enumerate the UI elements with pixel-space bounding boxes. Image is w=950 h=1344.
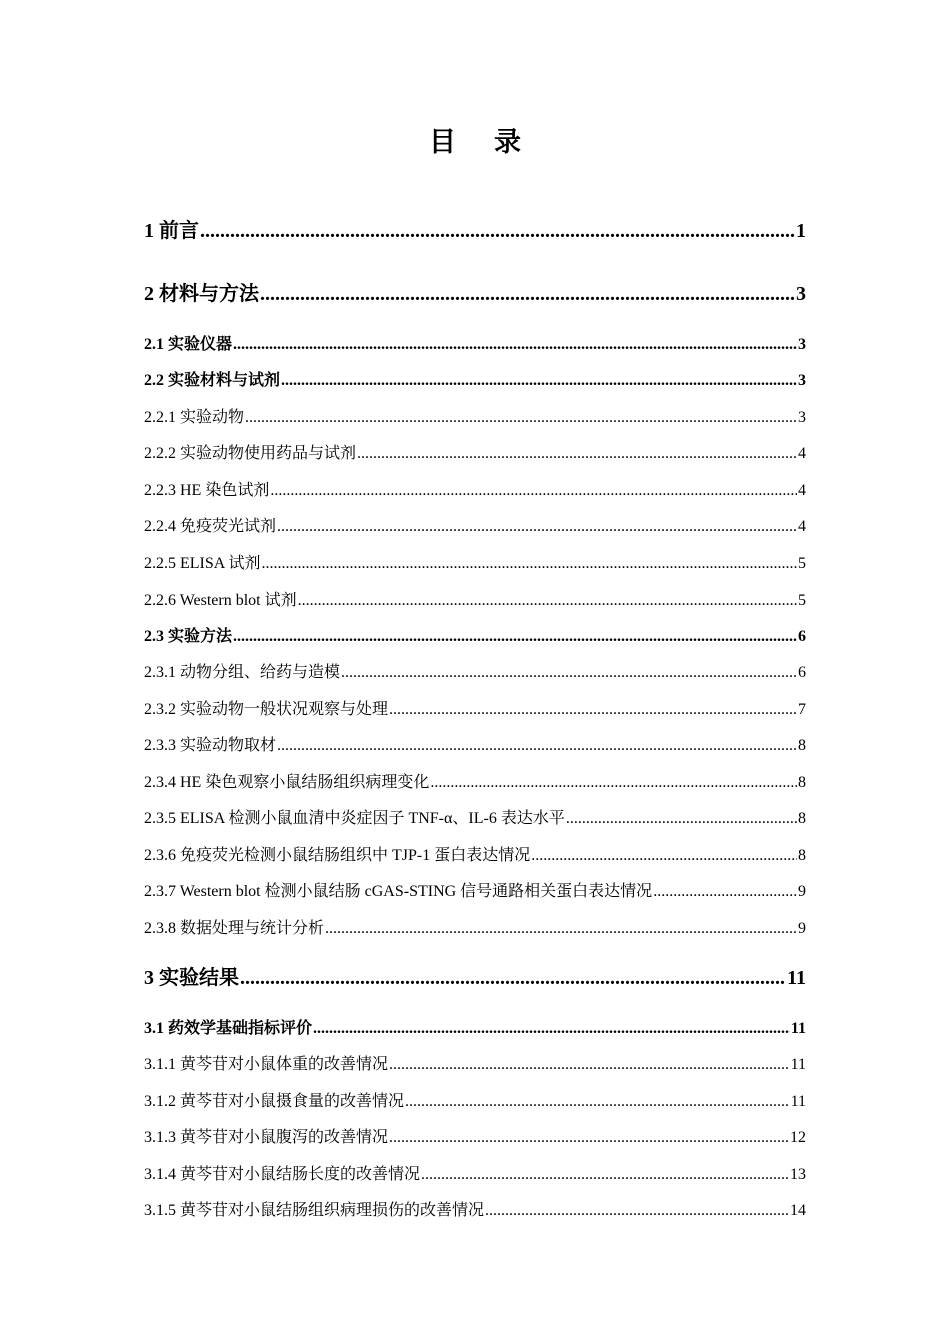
toc-entry-page: 7 bbox=[798, 701, 806, 718]
toc-entry-2-3-2[interactable] bbox=[144, 699, 806, 721]
toc-dot-leader bbox=[261, 553, 797, 575]
toc-entry-label: 2 材料与方法 bbox=[144, 283, 259, 305]
toc-entry-label: 3.1.4 黄芩苷对小鼠结肠长度的改善情况 bbox=[144, 1166, 421, 1183]
toc-entry-label: 2.2 实验材料与试剂 bbox=[144, 372, 281, 389]
toc-entry-page: 8 bbox=[798, 810, 806, 827]
toc-dot-leader bbox=[233, 626, 797, 648]
toc-entry-page: 11 bbox=[790, 1020, 806, 1037]
toc-entry-3-1-5[interactable] bbox=[144, 1200, 806, 1222]
toc-entry-page: 1 bbox=[796, 220, 806, 242]
toc-entry-label: 2.2.2 实验动物使用药品与试剂 bbox=[144, 445, 357, 462]
toc-entry-label: 2.3.6 免疫荧光检测小鼠结肠组织中 TJP-1 蛋白表达情况 bbox=[144, 847, 531, 864]
toc-entry-2-2-4[interactable] bbox=[144, 516, 806, 538]
toc-entry-2-2-3[interactable] bbox=[144, 480, 806, 502]
toc-entry-page: 12 bbox=[790, 1129, 806, 1146]
toc-dot-leader bbox=[245, 407, 797, 429]
toc-dot-leader bbox=[200, 218, 795, 244]
toc-dot-leader bbox=[298, 590, 797, 612]
toc-entry-label: 2.2.6 Western blot 试剂 bbox=[144, 592, 297, 609]
toc-entry-label: 2.3.5 ELISA 检测小鼠血清中炎症因子 TNF-α、IL-6 表达水平 bbox=[144, 810, 565, 827]
toc-entry-label: 3.1.5 黄芩苷对小鼠结肠组织病理损伤的改善情况 bbox=[144, 1202, 485, 1219]
toc-dot-leader bbox=[341, 662, 797, 684]
toc-entry-2-3-7[interactable] bbox=[144, 881, 806, 903]
toc-entry-2-2-5[interactable] bbox=[144, 553, 806, 575]
toc-entry-2-3-8[interactable] bbox=[144, 918, 806, 940]
toc-dot-leader bbox=[277, 735, 797, 757]
toc-entry-2-3-5[interactable] bbox=[144, 808, 806, 830]
toc-entry-2-3[interactable] bbox=[144, 626, 806, 648]
toc-dot-leader bbox=[270, 480, 797, 502]
toc-dot-leader bbox=[389, 1054, 790, 1076]
toc-dot-leader bbox=[430, 772, 797, 794]
toc-entry-label: 2.2.4 免疫荧光试剂 bbox=[144, 518, 277, 535]
toc-entry-label: 2.3.8 数据处理与统计分析 bbox=[144, 920, 325, 937]
toc-entry-2-1[interactable] bbox=[144, 334, 806, 356]
toc-entry-page: 9 bbox=[798, 883, 806, 900]
toc-dot-leader bbox=[260, 281, 795, 307]
toc-entry-label: 2.3.4 HE 染色观察小鼠结肠组织病理变化 bbox=[144, 774, 430, 791]
toc-entry-1[interactable] bbox=[144, 218, 806, 244]
toc-entry-page: 9 bbox=[798, 920, 806, 937]
toc-dot-leader bbox=[485, 1200, 789, 1222]
toc-entry-page: 4 bbox=[798, 518, 806, 535]
toc-entry-page: 4 bbox=[798, 445, 806, 462]
toc-entry-2-2-2[interactable] bbox=[144, 443, 806, 465]
toc-entry-2-2[interactable] bbox=[144, 370, 806, 392]
page-title: 目录 bbox=[429, 127, 559, 157]
toc-dot-leader bbox=[421, 1164, 789, 1186]
toc-dot-leader bbox=[233, 334, 797, 356]
toc-entry-label: 1 前言 bbox=[144, 220, 199, 242]
toc-entry-label: 2.2.5 ELISA 试剂 bbox=[144, 555, 261, 572]
toc-dot-leader bbox=[405, 1091, 790, 1113]
toc-entry-page: 11 bbox=[790, 1056, 806, 1073]
toc-entry-page: 3 bbox=[798, 409, 806, 426]
toc-dot-leader bbox=[566, 808, 797, 830]
toc-entry-2[interactable] bbox=[144, 281, 806, 307]
toc-entry-label: 2.3.7 Western blot 检测小鼠结肠 cGAS-STING 信号通路相关蛋白表达情况 bbox=[144, 883, 653, 900]
toc-entry-label: 2.2.3 HE 染色试剂 bbox=[144, 482, 270, 499]
toc-entry-page: 5 bbox=[798, 555, 806, 572]
toc-dot-leader bbox=[325, 918, 797, 940]
toc-entry-page: 3 bbox=[796, 283, 806, 305]
toc-entry-page: 11 bbox=[790, 1093, 806, 1110]
toc-entry-page: 6 bbox=[798, 664, 806, 681]
toc-entry-page: 5 bbox=[798, 592, 806, 609]
toc-dot-leader bbox=[357, 443, 797, 465]
toc-dot-leader bbox=[277, 516, 797, 538]
toc-entry-page: 6 bbox=[798, 628, 806, 645]
toc-entry-page: 11 bbox=[787, 967, 806, 989]
toc-entry-page: 3 bbox=[798, 372, 806, 389]
toc-entry-page: 8 bbox=[798, 774, 806, 791]
toc-entry-label: 2.2.1 实验动物 bbox=[144, 409, 245, 426]
toc-dot-leader bbox=[281, 370, 797, 392]
toc-entry-page: 8 bbox=[798, 847, 806, 864]
toc-entry-3-1[interactable] bbox=[144, 1018, 806, 1040]
toc-dot-leader bbox=[240, 965, 786, 991]
toc-entry-label: 2.3 实验方法 bbox=[144, 628, 233, 645]
toc-entry-page: 14 bbox=[790, 1202, 806, 1219]
toc-entry-3-1-2[interactable] bbox=[144, 1091, 806, 1113]
toc-entry-2-2-6[interactable] bbox=[144, 590, 806, 612]
toc-entry-3[interactable] bbox=[144, 965, 806, 991]
toc-entry-2-3-1[interactable] bbox=[144, 662, 806, 684]
toc-entry-label: 3.1 药效学基础指标评价 bbox=[144, 1020, 313, 1037]
toc-entry-3-1-4[interactable] bbox=[144, 1164, 806, 1186]
toc-entry-label: 3.1.2 黄芩苷对小鼠摄食量的改善情况 bbox=[144, 1093, 405, 1110]
toc-entry-label: 3 实验结果 bbox=[144, 967, 239, 989]
toc-entry-page: 3 bbox=[798, 336, 806, 353]
toc-dot-leader bbox=[653, 881, 797, 903]
toc-entry-3-1-1[interactable] bbox=[144, 1054, 806, 1076]
toc-entry-label: 2.3.1 动物分组、给药与造模 bbox=[144, 664, 341, 681]
toc-dot-leader bbox=[531, 845, 797, 867]
toc-dot-leader bbox=[313, 1018, 790, 1040]
toc-entry-page: 4 bbox=[798, 482, 806, 499]
toc-entry-3-1-3[interactable] bbox=[144, 1127, 806, 1149]
toc-dot-leader bbox=[389, 1127, 789, 1149]
toc-entry-2-2-1[interactable] bbox=[144, 407, 806, 429]
toc-entry-2-3-4[interactable] bbox=[144, 772, 806, 794]
toc-entry-2-3-6[interactable] bbox=[144, 845, 806, 867]
toc-entry-2-3-3[interactable] bbox=[144, 735, 806, 757]
toc-entry-page: 13 bbox=[790, 1166, 806, 1183]
toc-entry-label: 2.3.2 实验动物一般状况观察与处理 bbox=[144, 701, 389, 718]
toc-entry-label: 3.1.3 黄芩苷对小鼠腹泻的改善情况 bbox=[144, 1129, 389, 1146]
toc-entry-label: 3.1.1 黄芩苷对小鼠体重的改善情况 bbox=[144, 1056, 389, 1073]
toc-dot-leader bbox=[389, 699, 797, 721]
toc-entry-label: 2.1 实验仪器 bbox=[144, 336, 233, 353]
toc-entry-label: 2.3.3 实验动物取材 bbox=[144, 737, 277, 754]
toc-entry-page: 8 bbox=[798, 737, 806, 754]
